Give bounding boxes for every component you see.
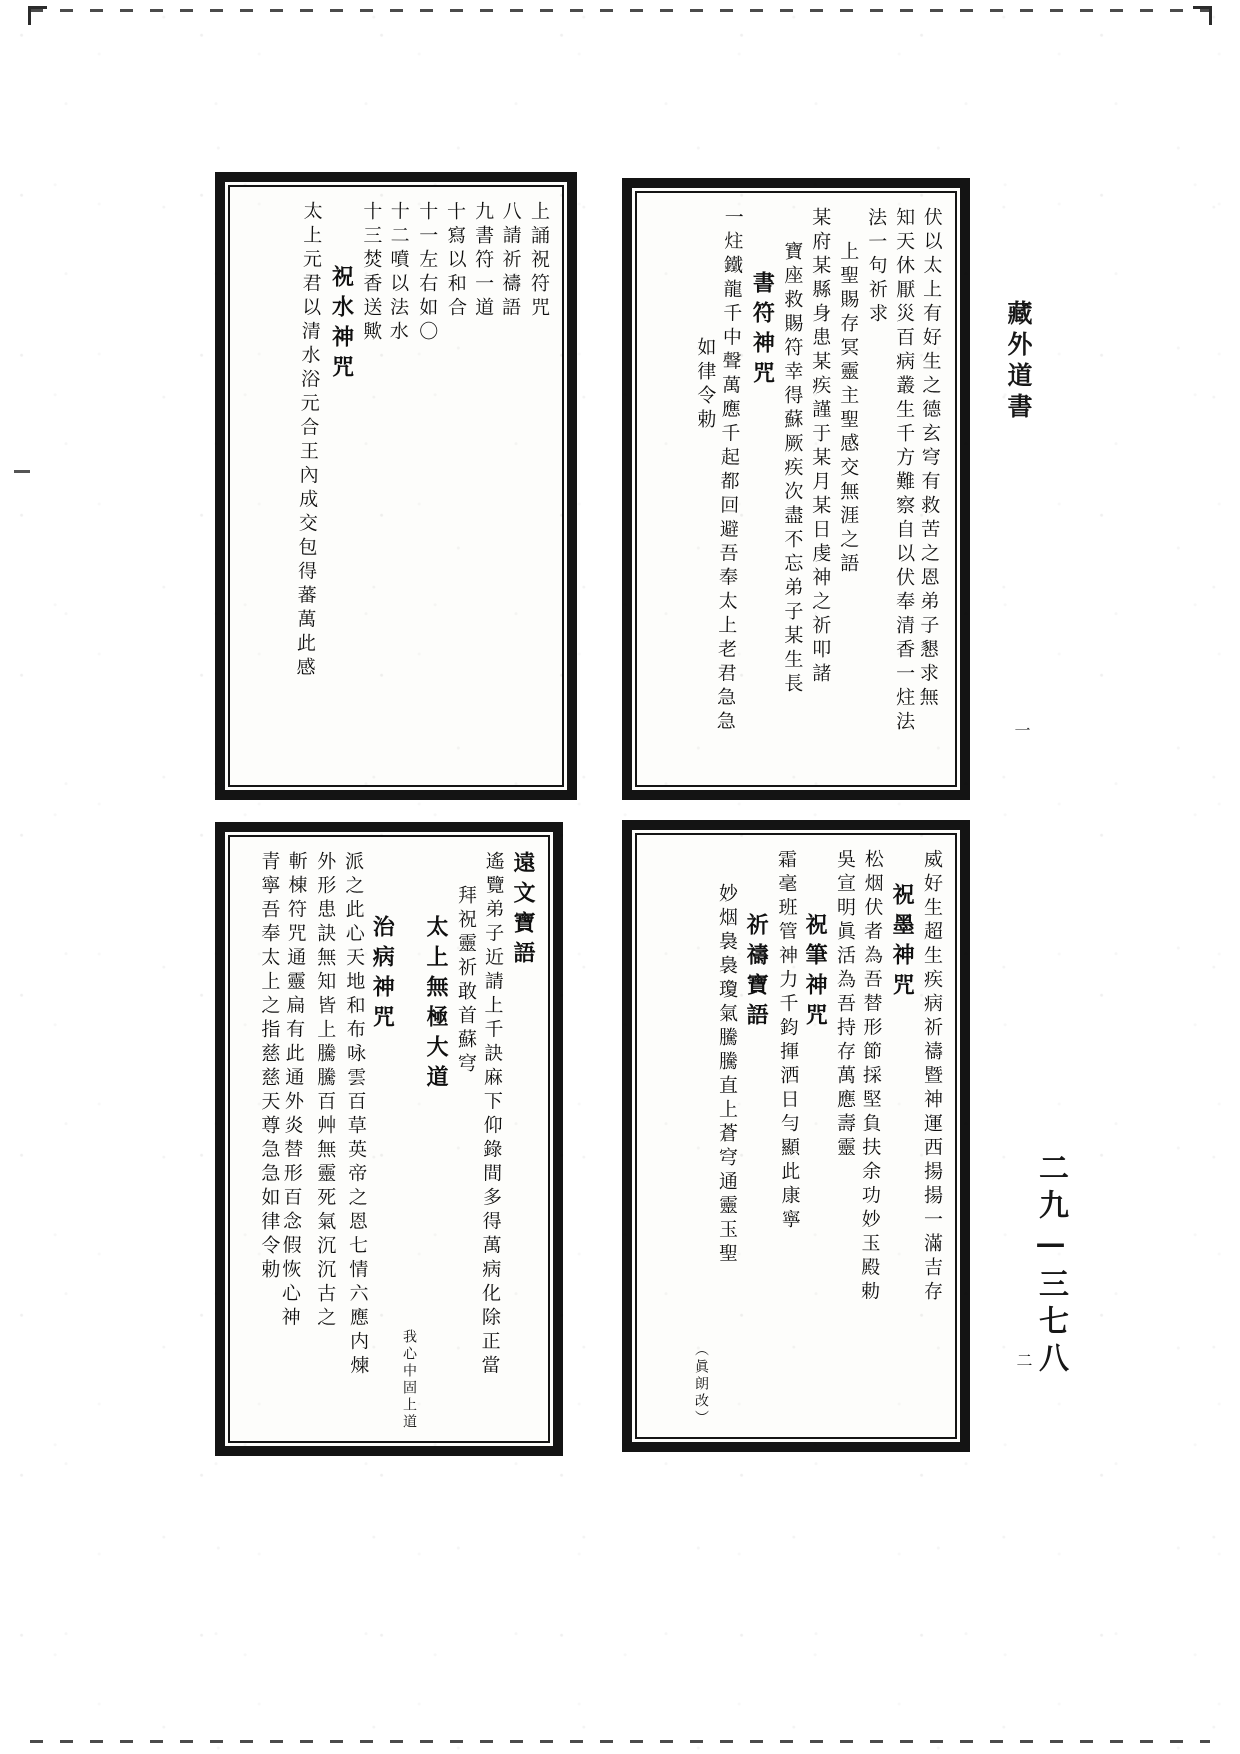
text-column: 吳宣明眞活為吾持存萬應壽靈	[834, 849, 857, 1161]
text-column: 遙覽弟子近請上千訣麻下仰錄間多得萬病化除正當	[478, 850, 505, 1379]
text-panel-top-left	[215, 172, 577, 800]
text-column: 外形患訣無知皆上騰騰百艸無靈死氣沉沉古之	[314, 851, 337, 1331]
text-column: 一炷鐵龍千中聲萬應千起都回避吾奉太上老君急急	[713, 206, 745, 735]
text-column: 斬棟符咒通靈扁有此通外炎替形百念假恢心神	[278, 850, 309, 1331]
text-panel-top-left-inner	[228, 185, 564, 787]
section-heading: 祝水神咒	[328, 265, 355, 385]
text-column: 威好生超生疾病祈禱暨神運西揚揚一滿吉存	[921, 849, 943, 1305]
scan-dash-rule-top	[30, 9, 1210, 12]
text-column: 法一句祈求	[865, 207, 889, 328]
marginal-note: 我心中固上道	[400, 1329, 417, 1431]
text-column: 太上元君以清水浴元合王內成交包得蕃萬此感	[293, 200, 324, 681]
scan-edge-tick-left	[14, 470, 30, 473]
scan-dash-rule-bottom	[30, 1740, 1210, 1743]
text-column: 九書符一道	[472, 201, 495, 321]
folio-number-bottom: 二	[1014, 1352, 1033, 1373]
text-column: 十一左右如〇	[416, 201, 439, 345]
text-column: 派之此心天地和布咏雲百草英帝之恩七情六應内煉	[342, 851, 370, 1380]
text-panel-top-right	[622, 178, 970, 800]
text-column: 寶座救賜符幸得蘇厥疾次盡不忘弟子某生長	[781, 241, 804, 697]
section-heading: 書符神咒	[749, 271, 776, 391]
text-column: 八請祈禱語	[499, 200, 523, 321]
text-panel-bottom-right-inner	[635, 833, 957, 1439]
text-column: 伏以太上有好生之德玄穹有救苦之恩弟子懇求無	[916, 206, 944, 711]
text-column: 松烟伏者為吾替形節採堅負扶余功妙玉殿勅	[857, 848, 884, 1305]
folio-number-top: 一	[1012, 722, 1031, 743]
text-column: 十三焚香送歟	[360, 201, 383, 345]
text-column: 拜祝靈祈敢首蘇穹	[454, 885, 477, 1077]
text-column: 上聖賜存冥靈主聖感交無涯之語	[837, 241, 860, 577]
series-title: 藏外道書	[1004, 300, 1033, 424]
section-heading: 太上無極大道	[423, 915, 450, 1095]
text-panel-bottom-left	[215, 822, 563, 1456]
text-column: 妙烟裊裊瓊氣騰騰直上蒼穹通靈玉聖	[715, 883, 738, 1267]
text-panel-bottom-left-inner	[228, 835, 550, 1443]
text-column: 十寫以和合	[444, 201, 468, 322]
text-column: 某府某縣身患某疾謹于某月某日虔神之祈叩諸	[809, 207, 832, 687]
text-column: 知天休厭災百病叢生千方難察自以伏奉清香一炷法	[893, 207, 916, 735]
text-column: 青寧吾奉太上之指慈慈天尊急急如律令勅	[258, 851, 281, 1283]
text-column: 十二噴以法水	[387, 200, 411, 345]
page-number: 二九—三七八	[1033, 1152, 1068, 1379]
text-panel-bottom-right	[622, 820, 970, 1452]
text-column: 上誦祝符咒	[528, 201, 550, 321]
section-heading: 治病神咒	[369, 915, 396, 1035]
section-heading: 祈禱寶語	[743, 913, 770, 1033]
section-heading: 祝筆神咒	[802, 913, 829, 1033]
text-column: 霜毫班管神力千鈞揮洒日勻顯此康寧	[775, 849, 802, 1234]
section-heading: 遠文寶語	[510, 851, 536, 971]
text-column: 如律令勅	[694, 337, 717, 433]
text-panel-top-right-inner	[635, 191, 957, 787]
editorial-note: （眞朗改）	[693, 1342, 710, 1427]
section-heading: 祝墨神咒	[889, 883, 916, 1003]
scan-edge-top	[0, 0, 1240, 26]
scan-edge-bottom	[0, 1728, 1240, 1754]
